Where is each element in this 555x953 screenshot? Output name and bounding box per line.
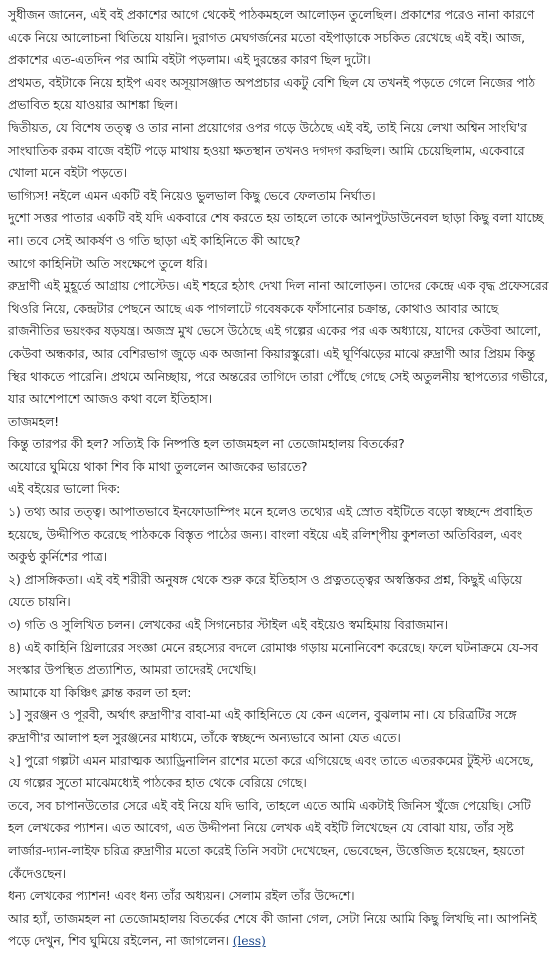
review-paragraph-2: প্রথমত, বইটাকে নিয়ে হাইপ এবং অসূয়াসঞ্জাত অপপ্রচার একটু বেশি ছিল যে তখনই পড়তে গেলে নিজের পাঠ প্রভাবিত হয়ে যাওয়ার আশঙ্কা ছিল। [8,74,535,113]
review-paragraph-14: ৩) গতি ও সুলিখিত চলন। লেখকের এই সিগনেচার স্টাইল এই বইয়েও স্বমহিমায় বিরাজমান। [8,617,448,633]
review-paragraph-4: ভাগ্যিস! নইলে এমন একটি বই নিয়েও ভুলভাল কিছু ভেবে ফেলতাম নির্ঘাত। [8,187,376,203]
review-paragraph-21-text: আর হ্যাঁ, তাজমহল না তেজোমহালয় বিতর্কের শেষে কী জানা গেল, সেটা নিয়ে আমি কিছু লিখছি না। আপনিই পড়ে দেখুন, শিব ঘুমিয়ে রইলেন, না জাগলেন। [8,910,537,949]
review-paragraph-1: সুধীজন জানেন, এই বই প্রকাশের আগে থেকেই পাঠকমহলে আলোড়ন তুলেছিল। প্রকাশের পরেও নানা কারণে একে নিয়ে আলোচনা থিতিয়ে যায়নি। দুরাগত মেঘগর্জনের মতো বইপাড়াকে সচকিত রেখেছে এই বই। আজ, প্রকাশের এত-এতদিন পর আমি বইটা পড়লাম। এই দুরন্তের কারণ ছিল দুটো। [8,7,535,68]
review-paragraph-7: রুদ্রাণী এই মুহূর্তে আগ্রায় পোস্টেড। এই শহরে হঠাৎ দেখা দিল নানা আলোড়ন। তাদের কেন্দ্রে এক বৃদ্ধ প্রফেসরের থিওরি নিয়ে, কেন্দ্রটার পেছনে আছে এক পাগলাটে গবেষককে ফাঁসানোর চক্রান্ত, কোথাও আবার আছে রাজনীতির ভয়ংকর ষড়যন্ত্র। অজস্র মুখ ভেসে উঠেছে এই গল্পের একের পর এক অধ্যায়ে, যাদের কেউবা আলো, কেউবা অন্ধকার, আর বেশিরভাগ জুড়ে এক অজানা কিয়ারস্কুরো। এই ঘূর্ণিঝড়ের মাঝে রুদ্রাণী আর প্রিয়ম কিন্তু স্থির থাকতে পারেনি। প্রথমে অনিচ্ছায়, পরে অন্তরের তাগিদে তারা পৌঁছে গেছে সেই অতুলনীয় স্থাপত্যের গভীরে, যার আশেপাশে আজও কথা বলে ইতিহাস। [8,278,549,407]
review-paragraph-13: ২) প্রাসঙ্গিকতা। এই বই শরীরী অনুষঙ্গ থেকে শুরু করে ইতিহাস ও প্রত্নতত্ত্বের অস্বস্তিকর প্রশ্ন, কিছুই এড়িয়ে যেতে চায়নি। [8,571,522,610]
less-link[interactable]: (less) [232,933,266,949]
review-paragraph-8: তাজমহল! [8,413,59,429]
review-paragraph-15: ৪) এই কাহিনি থ্রিলারের সংজ্ঞা মেনে রহস্যের বদলে রোমাঞ্চ গড়ায় মনোনিবেশ করেছে। ফলে ঘটনাক্রমে যে-সব সংস্কার উপস্থিত প্রত্যাশিত, আমরা তাদেরই দেখেছি। [8,639,539,678]
review-paragraph-11: এই বইয়ের ভালো দিক: [8,481,121,497]
review-paragraph-19: তবে, সব চাপানউতোর সেরে এই বই নিয়ে যদি ভাবি, তাহলে এতে আমি একটাই জিনিস খুঁজে পেয়েছি। সেটি হল লেখকের প্যাশন। এত আবেগ, এত উদ্দীপনা নিয়ে লেখক এই বইটি লিখেছেন যে বোঝা যায়, তাঁর সৃষ্ট লার্জার-দ্যান-লাইফ চরিত্র রুদ্রাণীর মতো করেই তিনি সবটা দেখেছেন, ভেবেছেন, উত্তেজিত হয়েছেন, হয়তো কেঁদেওছেন। [8,797,531,881]
review-paragraph-5: দুশো সত্তর পাতার একটি বই যদি একবারে শেষ করতে হয় তাহলে তাকে আনপুটডাউনেবল ছাড়া কিছু বলা যাচ্ছে না। তবে সেই আকর্ষণ ও গতি ছাড়া এই কাহিনিতে কী আছে? [8,210,544,248]
review-paragraph-16: আমাকে যা কিঞ্চিৎ ক্লান্ত করল তা হল: [8,684,192,700]
review-paragraph-10: অযোরে ঘুমিয়ে থাকা শিব কি মাথা তুললেন আজকের ভারতে? [8,458,308,474]
review-paragraph-6: আগে কাহিনিটা অতি সংক্ষেপে তুলে ধরি। [8,255,208,271]
review-paragraph-9: কিন্তু তারপর কী হল? সত্যিই কি নিষ্পত্তি হল তাজমহল না তেজোমহালয় বিতর্কের? [8,436,405,452]
review-paragraph-18: ২] পুরো গল্পটা এমন মারাত্মক অ্যাড্রিনালিন রাশের মতো করে এগিয়েছে এবং তাতে এতরকমের টুইস্ট এসেছে, যে গল্পের সুতো মাঝেমধ্যেই পাঠকের হাত থেকে বেরিয়ে গেছে। [8,752,534,791]
review-paragraph-12: ১) তথ্য আর তত্ত্ব। আপাতভাবে ইনফোডাম্পিং মনে হলেও তথ্যের এই স্রোত বইটিতে বড়ো স্বচ্ছন্দে প্রবাহিত হয়েছে, উদ্দীপিত করেছে পাঠককে বিস্তৃত পাঠের জন্য। বাংলা বইয়ে এই রলিশ্পীয় কুশলতা অতিবিরল, এবং অকুণ্ঠ কুর্নিশের পাত্র। [8,504,533,565]
review-paragraph-3: দ্বিতীয়ত, যে বিশেষ তত্ত্ব ও তার নানা প্রয়োগের ওপর গড়ে উঠেছে এই বই, তাই নিয়ে লেখা অশ্বিন সাংঘি'র সাংঘাতিক রকম বাজে বইটি পড়ে মাথায় হওয়া ক্ষতস্থান তখনও দগদগ করছিল। আমি চেয়েছিলাম, একেবারে খোলা মনে বইটা পড়তে। [8,119,527,181]
review-paragraph-17: ১] সুরঞ্জন ও পূরবী, অর্থাৎ রুদ্রাণী'র বাবা-মা এই কাহিনিতে যে কেন এলেন, বুঝলাম না। যে চরিত্রটির সঙ্গে রুদ্রাণী'র আলাপ হল সুরঞ্জনের মাধ্যমে, তাঁকে স্বচ্ছন্দে অন্যভাবে আনা যেত এতে। [8,707,517,745]
review-paragraph-20: ধন্য লেখকের প্যাশন! এবং ধন্য তাঁর অধ্যয়ন। সেলাম রইল তাঁর উদ্দেশে। [8,888,355,904]
